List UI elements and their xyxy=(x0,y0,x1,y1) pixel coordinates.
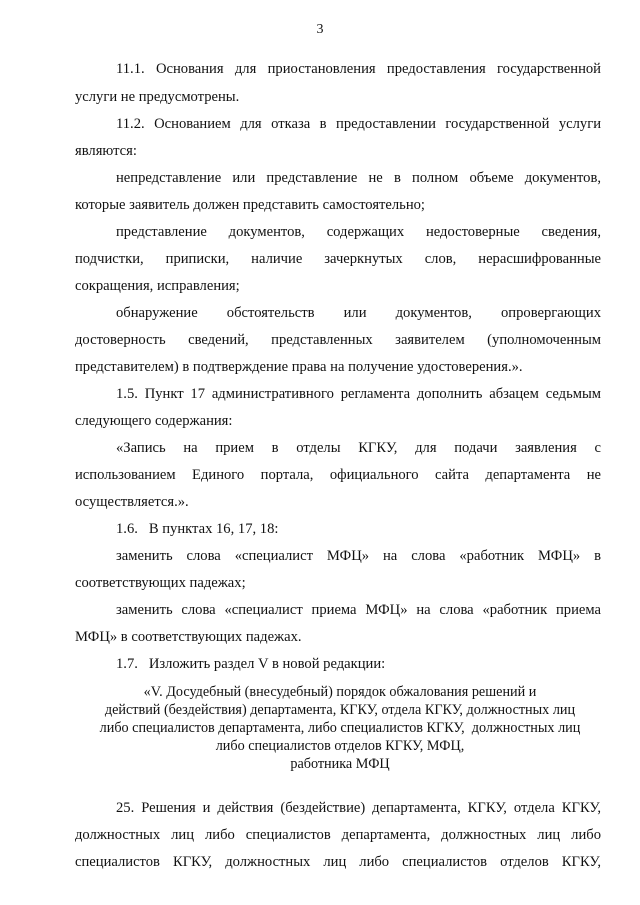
text-line: заменить слова «специалист МФЦ» на слова «работник МФЦ» в xyxy=(116,548,601,564)
text-line: 1.6. В пунктах 16, 17, 18: xyxy=(116,521,279,537)
text-line: которые заявитель должен представить самостоятельно; xyxy=(75,197,425,213)
text-line: использованием Единого портала, официального сайта департамента не xyxy=(75,467,601,483)
text-line: достоверность сведений, представленных заявителем (уполномоченным xyxy=(75,332,601,348)
text-line: 1.5. Пункт 17 административного регламента дополнить абзацем седьмым xyxy=(116,386,601,402)
section-heading-line: либо специалистов департамента, либо специалистов КГКУ, должностных лиц xyxy=(99,720,581,736)
text-line: подчистки, приписки, наличие зачеркнутых слов, нерасшифрованные xyxy=(75,251,601,267)
text-line: услуги не предусмотрены. xyxy=(75,89,240,105)
text-line: следующего содержания: xyxy=(75,413,233,429)
text-line: 11.2. Основанием для отказа в предоставлении государственной услуги xyxy=(116,116,601,132)
text-line: 11.1. Основания для приостановления предоставления государственной xyxy=(116,61,601,77)
text-line: являются: xyxy=(75,143,137,159)
text-line: соответствующих падежах; xyxy=(75,575,246,591)
text-line: МФЦ» в соответствующих падежах. xyxy=(75,629,302,645)
text-line: заменить слова «специалист приема МФЦ» на слова «работник приема xyxy=(116,602,601,618)
section-heading-line: либо специалистов отделов КГКУ, МФЦ, xyxy=(215,738,465,754)
text-line: специалистов КГКУ, должностных лиц либо специалистов отделов КГКУ, xyxy=(75,854,601,870)
text-line: непредставление или представление не в полном объеме документов, xyxy=(116,170,601,186)
text-line: должностных лиц либо специалистов департамента, должностных лиц либо xyxy=(75,827,601,843)
page-number: 3 xyxy=(316,22,324,37)
text-line: представителем) в подтверждение права на получение удостоверения.». xyxy=(75,359,523,375)
text-line: 1.7. Изложить раздел V в новой редакции: xyxy=(116,656,386,672)
text-line: обнаружение обстоятельств или документов, опровергающих xyxy=(116,305,601,321)
text-line: 25. Решения и действия (бездействие) департамента, КГКУ, отдела КГКУ, xyxy=(116,800,601,816)
text-line: осуществляется.». xyxy=(75,494,189,510)
section-heading-line: «V. Досудебный (внесудебный) порядок обжалования решений и xyxy=(143,684,537,700)
section-heading-line: действий (бездействия) департамента, КГКУ, отдела КГКУ, должностных лиц xyxy=(104,702,576,718)
section-heading-line: работника МФЦ xyxy=(290,756,390,772)
text-line: представление документов, содержащих недостоверные сведения, xyxy=(116,224,601,240)
text-line: сокращения, исправления; xyxy=(75,278,240,294)
text-line: «Запись на прием в отделы КГКУ, для подачи заявления с xyxy=(116,440,601,456)
